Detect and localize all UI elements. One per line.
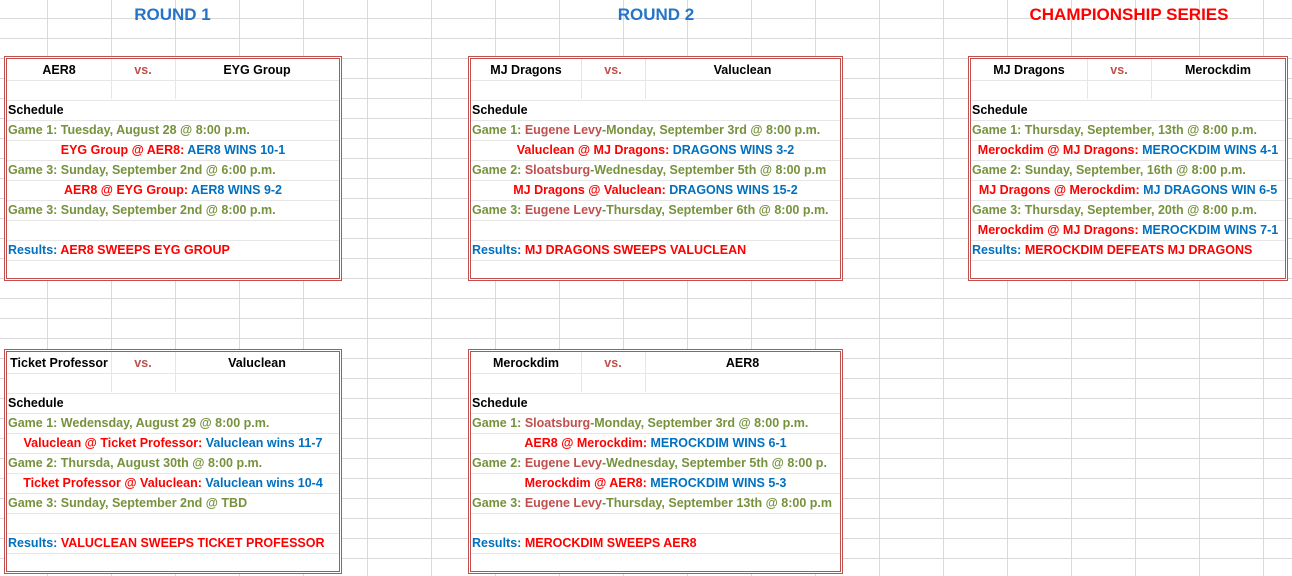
game-3-schedule: Game 3: Thursday, September, 20th @ 8:00 p.m.	[971, 200, 1285, 221]
game-2-schedule: Game 2: Sloatsburg-Wednesday, September 5th @ 8:00 p.m	[471, 160, 840, 181]
series-results: Results: VALUCLEAN SWEEPS TICKET PROFESSOR	[7, 533, 339, 554]
vs-label: vs.	[134, 63, 152, 77]
series-results: Results: MJ DRAGONS SWEEPS VALUCLEAN	[471, 240, 840, 261]
vs-label: vs.	[604, 356, 622, 370]
team1-name: AER8	[42, 63, 76, 77]
game-1-schedule: Game 1: Thursday, September, 13th @ 8:00 p.m.	[971, 120, 1285, 141]
game-1-schedule: Game 1: Wedensday, August 29 @ 8:00 p.m.	[7, 413, 339, 434]
vs-label: vs.	[134, 356, 152, 370]
schedule-label: Schedule	[471, 100, 840, 121]
game-1-result: EYG Group @ AER8: AER8 WINS 10-1	[7, 140, 339, 161]
game-2-result: MJ Dragons @ Valuclean: DRAGONS WINS 15-2	[471, 180, 840, 201]
matchup-card-ticket-professor-vs-valuclean	[4, 349, 342, 574]
championship-heading: CHAMPIONSHIP SERIES	[1029, 5, 1229, 24]
team1-name: Ticket Professor	[10, 356, 108, 370]
game-2-schedule: Game 2: Eugene Levy-Wednesday, September 5th @ 8:00 p.	[471, 453, 840, 474]
team2-name: Valuclean	[713, 63, 772, 77]
game-3-schedule: Game 3: Sunday, September 2nd @ TBD	[7, 493, 339, 514]
schedule-label: Schedule	[471, 393, 840, 414]
game-1-schedule: Game 1: Sloatsburg-Monday, September 3rd @ 8:00 p.m.	[471, 413, 840, 434]
series-results: Results: AER8 SWEEPS EYG GROUP	[7, 240, 339, 261]
round1-heading: ROUND 1	[134, 5, 211, 24]
vs-label: vs.	[1110, 63, 1128, 77]
team2-name: Merockdim	[1185, 63, 1251, 77]
game-1-result: AER8 @ Merockdim: MEROCKDIM WINS 6-1	[471, 433, 840, 454]
schedule-label: Schedule	[971, 100, 1285, 121]
series-results: Results: MEROCKDIM SWEEPS AER8	[471, 533, 840, 554]
schedule-label: Schedule	[7, 393, 339, 414]
matchup-card-mj-dragons-vs-valuclean	[468, 56, 843, 281]
team2-name: AER8	[725, 356, 760, 370]
game-2-result: Ticket Professor @ Valuclean: Valuclean wins 10-4	[7, 473, 339, 494]
game-3-schedule: Game 3: Sunday, September 2nd @ 8:00 p.m.	[7, 200, 339, 221]
team2-name: EYG Group	[223, 63, 291, 77]
series-results: Results: MEROCKDIM DEFEATS MJ DRAGONS	[971, 240, 1285, 261]
game-2-result: Merockdim @ AER8: MEROCKDIM WINS 5-3	[471, 473, 840, 494]
game-1-schedule: Game 1: Eugene Levy-Monday, September 3rd @ 8:00 p.m.	[471, 120, 840, 141]
vs-label: vs.	[604, 63, 622, 77]
team1-name: MJ Dragons	[490, 63, 562, 77]
game-1-schedule: Game 1: Tuesday, August 28 @ 8:00 p.m.	[7, 120, 339, 141]
game-2-result: AER8 @ EYG Group: AER8 WINS 9-2	[7, 180, 339, 201]
game-2-schedule: Game 2: Thursda, August 30th @ 8:00 p.m.	[7, 453, 339, 474]
game-3-result: Merockdim @ MJ Dragons: MEROCKDIM WINS 7-1	[971, 220, 1285, 241]
game-1-result: Valuclean @ Ticket Professor: Valuclean wins 11-7	[7, 433, 339, 454]
game-2-schedule: Game 3: Sunday, September 2nd @ 6:00 p.m.	[7, 160, 339, 181]
matchup-card-aer8-vs-eyg	[4, 56, 342, 281]
matchup-card-championship	[968, 56, 1288, 281]
team2-name: Valuclean	[228, 356, 286, 370]
matchup-card-merockdim-vs-aer8	[468, 349, 843, 574]
game-1-result: Merockdim @ MJ Dragons: MEROCKDIM WINS 4-1	[971, 140, 1285, 161]
schedule-label: Schedule	[7, 100, 339, 121]
team1-name: MJ Dragons	[993, 63, 1065, 77]
team1-name: Merockdim	[493, 356, 559, 370]
round2-heading: ROUND 2	[617, 5, 695, 24]
game-2-schedule: Game 2: Sunday, September, 16th @ 8:00 p.m.	[971, 160, 1285, 181]
game-2-result: MJ Dragons @ Merockdim: MJ DRAGONS WIN 6-5	[971, 180, 1285, 201]
game-1-result: Valuclean @ MJ Dragons: DRAGONS WINS 3-2	[471, 140, 840, 161]
game-3-schedule: Game 3: Eugene Levy-Thursday, September 6th @ 8:00 p.m.	[471, 200, 840, 221]
game-3-schedule: Game 3: Eugene Levy-Thursday, September 13th @ 8:00 p.m	[471, 493, 840, 514]
